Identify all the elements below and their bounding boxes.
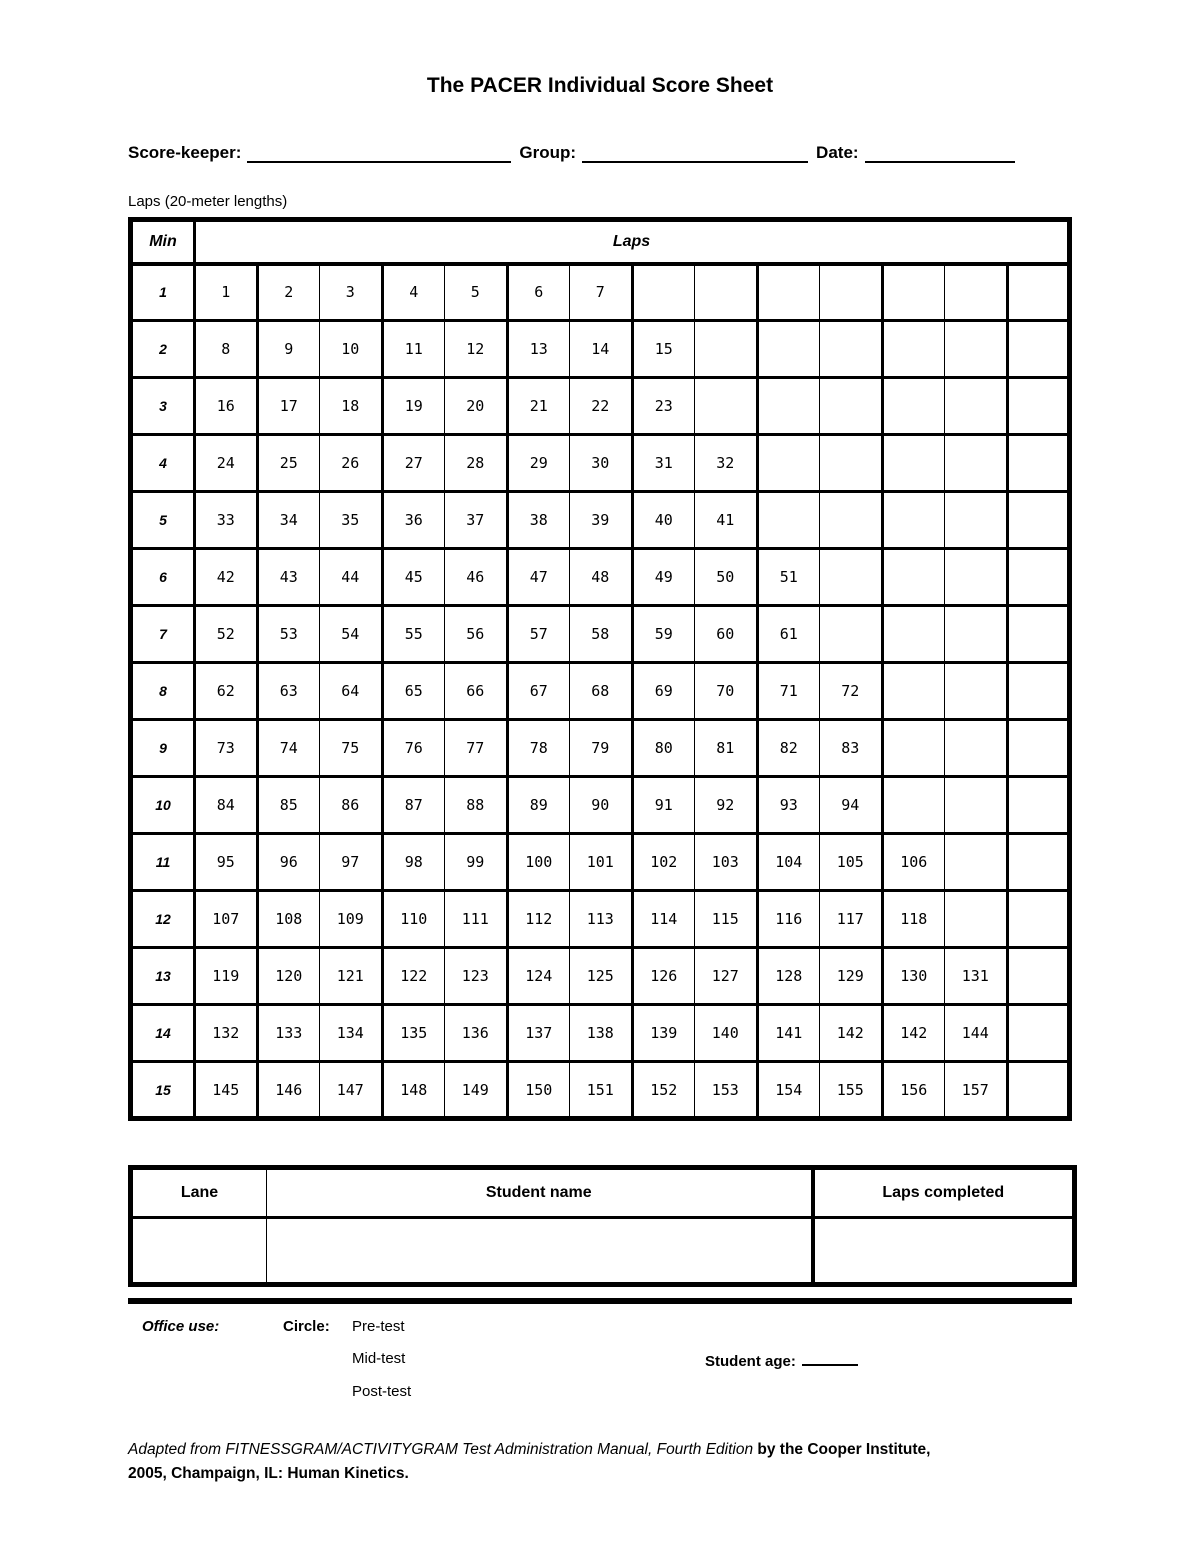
lap-cell[interactable]: 53 <box>257 606 320 663</box>
option-post-test[interactable]: Post-test <box>352 1383 412 1400</box>
empty-lap-cell <box>1007 777 1070 834</box>
score-table-row-min-2 <box>131 321 1070 378</box>
lap-cell[interactable]: 72 <box>820 663 883 720</box>
score-table-row-min-10 <box>131 777 1070 834</box>
student-age-label: Student age: <box>705 1353 796 1370</box>
min-cell: 10 <box>131 777 195 834</box>
empty-lap-cell <box>945 549 1008 606</box>
empty-lap-cell <box>695 378 758 435</box>
lap-cell[interactable]: 34 <box>257 492 320 549</box>
lap-cell[interactable]: 106 <box>882 834 945 891</box>
attribution-footer <box>128 1438 1072 1486</box>
lap-cell[interactable]: 54 <box>320 606 383 663</box>
student-name-header: Student name <box>267 1168 813 1218</box>
empty-lap-cell <box>820 492 883 549</box>
empty-lap-cell <box>945 492 1008 549</box>
lap-cell[interactable]: 31 <box>632 435 695 492</box>
lap-cell[interactable]: 5 <box>445 264 508 321</box>
min-cell: 6 <box>131 549 195 606</box>
min-cell: 2 <box>131 321 195 378</box>
lap-cell[interactable]: 14 <box>570 321 633 378</box>
lap-cell[interactable]: 29 <box>507 435 570 492</box>
lap-cell[interactable]: 122 <box>382 948 445 1005</box>
empty-lap-cell <box>945 264 1008 321</box>
group-blank[interactable] <box>582 142 808 163</box>
lap-cell[interactable]: 95 <box>195 834 258 891</box>
lap-cell[interactable]: 150 <box>507 1062 570 1119</box>
score-table-row-min-14 <box>131 1005 1070 1062</box>
min-cell: 7 <box>131 606 195 663</box>
lap-cell[interactable]: 57 <box>507 606 570 663</box>
lap-cell[interactable]: 9 <box>257 321 320 378</box>
lap-cell[interactable]: 153 <box>695 1062 758 1119</box>
lap-cell[interactable]: 83 <box>820 720 883 777</box>
empty-lap-cell <box>945 720 1008 777</box>
empty-lap-cell <box>882 321 945 378</box>
lap-cell[interactable]: 76 <box>382 720 445 777</box>
option-mid-test[interactable]: Mid-test <box>352 1350 406 1367</box>
lap-cell[interactable]: 39 <box>570 492 633 549</box>
score-table-row-min-15 <box>131 1062 1070 1119</box>
lap-cell[interactable]: 52 <box>195 606 258 663</box>
lap-cell[interactable]: 127 <box>695 948 758 1005</box>
empty-lap-cell <box>882 549 945 606</box>
score-table-header-row <box>131 220 1070 264</box>
empty-lap-cell <box>1007 663 1070 720</box>
score-table-row-min-9 <box>131 720 1070 777</box>
lap-cell[interactable]: 41 <box>695 492 758 549</box>
empty-lap-cell <box>945 378 1008 435</box>
lap-cell[interactable]: 135 <box>382 1005 445 1062</box>
lap-cell[interactable]: 157 <box>945 1062 1008 1119</box>
empty-lap-cell <box>945 834 1008 891</box>
lap-cell[interactable]: 149 <box>445 1062 508 1119</box>
min-cell: 9 <box>131 720 195 777</box>
min-cell: 13 <box>131 948 195 1005</box>
lap-cell[interactable]: 55 <box>382 606 445 663</box>
empty-lap-cell <box>1007 834 1070 891</box>
lap-cell[interactable]: 152 <box>632 1062 695 1119</box>
lap-cell[interactable]: 94 <box>820 777 883 834</box>
lap-cell[interactable]: 68 <box>570 663 633 720</box>
office-use-section <box>128 1318 1072 1414</box>
scorekeeper-label: Score-keeper: <box>128 143 242 162</box>
empty-lap-cell <box>820 321 883 378</box>
empty-lap-cell <box>757 435 820 492</box>
lap-cell[interactable]: 88 <box>445 777 508 834</box>
lap-cell[interactable]: 110 <box>382 891 445 948</box>
lap-cell[interactable]: 63 <box>257 663 320 720</box>
lap-cell[interactable]: 4 <box>382 264 445 321</box>
empty-lap-cell <box>945 777 1008 834</box>
min-cell: 11 <box>131 834 195 891</box>
score-table-row-min-13 <box>131 948 1070 1005</box>
empty-lap-cell <box>820 606 883 663</box>
page-title: The PACER Individual Score Sheet <box>426 74 774 97</box>
option-pre-test[interactable]: Pre-test <box>352 1318 405 1335</box>
score-table-row-min-8 <box>131 663 1070 720</box>
min-cell: 12 <box>131 891 195 948</box>
lap-cell[interactable]: 12 <box>445 321 508 378</box>
lap-cell[interactable]: 61 <box>757 606 820 663</box>
empty-lap-cell <box>1007 948 1070 1005</box>
lap-cell[interactable]: 17 <box>257 378 320 435</box>
lap-cell[interactable]: 56 <box>445 606 508 663</box>
score-table <box>128 217 1072 1121</box>
laps-header: Laps <box>195 220 1070 264</box>
lap-cell[interactable]: 25 <box>257 435 320 492</box>
lap-cell[interactable]: 139 <box>632 1005 695 1062</box>
lap-cell[interactable]: 69 <box>632 663 695 720</box>
lap-cell[interactable]: 146 <box>257 1062 320 1119</box>
lap-cell[interactable]: 50 <box>695 549 758 606</box>
office-use-label: Office use: <box>142 1318 220 1335</box>
lap-cell[interactable]: 75 <box>320 720 383 777</box>
student-table-row <box>131 1218 1075 1285</box>
lap-cell[interactable]: 91 <box>632 777 695 834</box>
lane-header: Lane <box>131 1168 267 1218</box>
lap-cell[interactable]: 115 <box>695 891 758 948</box>
lap-cell[interactable]: 16 <box>195 378 258 435</box>
lap-cell[interactable]: 125 <box>570 948 633 1005</box>
lap-cell[interactable]: 21 <box>507 378 570 435</box>
attribution-bold-text-2: 2005, Champaign, IL: Human Kinetics. <box>128 1465 409 1482</box>
lap-cell[interactable]: 67 <box>507 663 570 720</box>
lap-cell[interactable]: 43 <box>257 549 320 606</box>
lap-cell[interactable]: 119 <box>195 948 258 1005</box>
lap-cell[interactable]: 118 <box>882 891 945 948</box>
lap-cell[interactable]: 134 <box>320 1005 383 1062</box>
lap-cell[interactable]: 145 <box>195 1062 258 1119</box>
lap-cell[interactable]: 108 <box>257 891 320 948</box>
lap-cell[interactable]: 114 <box>632 891 695 948</box>
empty-lap-cell <box>882 435 945 492</box>
lap-cell[interactable]: 109 <box>320 891 383 948</box>
lap-cell[interactable]: 24 <box>195 435 258 492</box>
empty-lap-cell <box>882 606 945 663</box>
student-table <box>128 1165 1077 1287</box>
lap-cell[interactable]: 59 <box>632 606 695 663</box>
lap-cell[interactable]: 81 <box>695 720 758 777</box>
empty-lap-cell <box>1007 1062 1070 1119</box>
empty-lap-cell <box>757 378 820 435</box>
empty-lap-cell <box>882 378 945 435</box>
lane-input-cell[interactable] <box>131 1218 267 1285</box>
attribution-bold-text-1: by the Cooper Institute, <box>753 1441 931 1458</box>
lap-cell[interactable]: 156 <box>882 1062 945 1119</box>
lap-cell[interactable]: 117 <box>820 891 883 948</box>
lap-cell[interactable]: 133 <box>257 1005 320 1062</box>
empty-lap-cell <box>1007 264 1070 321</box>
empty-lap-cell <box>1007 492 1070 549</box>
lap-cell[interactable]: 20 <box>445 378 508 435</box>
lap-cell[interactable]: 22 <box>570 378 633 435</box>
score-table-row-min-7 <box>131 606 1070 663</box>
lap-cell[interactable]: 7 <box>570 264 633 321</box>
lap-cell[interactable]: 97 <box>320 834 383 891</box>
min-header: Min <box>131 220 195 264</box>
lap-cell[interactable]: 105 <box>820 834 883 891</box>
lap-cell[interactable]: 107 <box>195 891 258 948</box>
lap-cell[interactable]: 32 <box>695 435 758 492</box>
min-cell: 8 <box>131 663 195 720</box>
lap-cell[interactable]: 35 <box>320 492 383 549</box>
lap-cell[interactable]: 100 <box>507 834 570 891</box>
laps-caption: Laps (20-meter lengths) <box>128 193 288 210</box>
empty-lap-cell <box>1007 435 1070 492</box>
empty-lap-cell <box>882 264 945 321</box>
empty-lap-cell <box>695 321 758 378</box>
group-label: Group: <box>519 143 577 162</box>
lap-cell[interactable]: 123 <box>445 948 508 1005</box>
student-name-input-cell[interactable] <box>267 1218 813 1285</box>
lap-cell[interactable]: 77 <box>445 720 508 777</box>
empty-lap-cell <box>882 720 945 777</box>
empty-lap-cell <box>1007 720 1070 777</box>
lap-cell[interactable]: 48 <box>570 549 633 606</box>
lap-cell[interactable]: 93 <box>757 777 820 834</box>
lap-cell[interactable]: 147 <box>320 1062 383 1119</box>
lap-cell[interactable]: 19 <box>382 378 445 435</box>
lap-cell[interactable]: 71 <box>757 663 820 720</box>
lap-cell[interactable]: 73 <box>195 720 258 777</box>
lap-cell[interactable]: 70 <box>695 663 758 720</box>
student-table-header-row <box>131 1168 1075 1218</box>
min-cell: 5 <box>131 492 195 549</box>
min-cell: 1 <box>131 264 195 321</box>
lap-cell[interactable]: 33 <box>195 492 258 549</box>
lap-cell[interactable]: 13 <box>507 321 570 378</box>
header-fields <box>128 142 1072 163</box>
lap-cell[interactable]: 155 <box>820 1062 883 1119</box>
lap-cell[interactable]: 37 <box>445 492 508 549</box>
lap-cell[interactable]: 27 <box>382 435 445 492</box>
min-cell: 14 <box>131 1005 195 1062</box>
lap-cell[interactable]: 60 <box>695 606 758 663</box>
lap-cell[interactable]: 90 <box>570 777 633 834</box>
empty-lap-cell <box>632 264 695 321</box>
lap-cell[interactable]: 64 <box>320 663 383 720</box>
lap-cell[interactable]: 137 <box>507 1005 570 1062</box>
empty-lap-cell <box>882 777 945 834</box>
lap-cell[interactable]: 130 <box>882 948 945 1005</box>
lap-cell[interactable]: 144 <box>945 1005 1008 1062</box>
lap-cell[interactable]: 141 <box>757 1005 820 1062</box>
lap-cell[interactable]: 131 <box>945 948 1008 1005</box>
empty-lap-cell <box>757 321 820 378</box>
lap-cell[interactable]: 47 <box>507 549 570 606</box>
lap-cell[interactable]: 10 <box>320 321 383 378</box>
empty-lap-cell <box>1007 321 1070 378</box>
lap-cell[interactable]: 112 <box>507 891 570 948</box>
lap-cell[interactable]: 80 <box>632 720 695 777</box>
min-cell: 15 <box>131 1062 195 1119</box>
lap-cell[interactable]: 2 <box>257 264 320 321</box>
min-cell: 4 <box>131 435 195 492</box>
empty-lap-cell <box>695 264 758 321</box>
lap-cell[interactable]: 142 <box>820 1005 883 1062</box>
lap-cell[interactable]: 62 <box>195 663 258 720</box>
empty-lap-cell <box>820 435 883 492</box>
lap-cell[interactable]: 38 <box>507 492 570 549</box>
empty-lap-cell <box>1007 891 1070 948</box>
lap-cell[interactable]: 40 <box>632 492 695 549</box>
lap-cell[interactable]: 42 <box>195 549 258 606</box>
lap-cell[interactable]: 78 <box>507 720 570 777</box>
lap-cell[interactable]: 86 <box>320 777 383 834</box>
lap-cell[interactable]: 46 <box>445 549 508 606</box>
lap-cell[interactable]: 18 <box>320 378 383 435</box>
laps-completed-input-cell[interactable] <box>813 1218 1075 1285</box>
empty-lap-cell <box>945 435 1008 492</box>
lap-cell[interactable]: 8 <box>195 321 258 378</box>
lap-cell[interactable]: 126 <box>632 948 695 1005</box>
empty-lap-cell <box>945 891 1008 948</box>
score-table-row-min-6 <box>131 549 1070 606</box>
lap-cell[interactable]: 26 <box>320 435 383 492</box>
lap-cell[interactable]: 113 <box>570 891 633 948</box>
lap-cell[interactable]: 103 <box>695 834 758 891</box>
min-cell: 3 <box>131 378 195 435</box>
lap-cell[interactable]: 129 <box>820 948 883 1005</box>
score-table-row-min-4 <box>131 435 1070 492</box>
lap-cell[interactable]: 111 <box>445 891 508 948</box>
lap-cell[interactable]: 101 <box>570 834 633 891</box>
scorekeeper-blank[interactable] <box>247 142 511 163</box>
lap-cell[interactable]: 3 <box>320 264 383 321</box>
lap-cell[interactable]: 142 <box>882 1005 945 1062</box>
lap-cell[interactable]: 58 <box>570 606 633 663</box>
attribution-italic-text: Adapted from FITNESSGRAM/ACTIVITYGRAM Test Administration Manual, Fourth Edition <box>128 1441 754 1458</box>
lap-cell[interactable]: 102 <box>632 834 695 891</box>
lap-cell[interactable]: 15 <box>632 321 695 378</box>
date-blank[interactable] <box>865 142 1015 163</box>
lap-cell[interactable]: 104 <box>757 834 820 891</box>
lap-cell[interactable]: 116 <box>757 891 820 948</box>
lap-cell[interactable]: 6 <box>507 264 570 321</box>
lap-cell[interactable]: 66 <box>445 663 508 720</box>
empty-lap-cell <box>1007 1005 1070 1062</box>
lap-cell[interactable]: 23 <box>632 378 695 435</box>
section-divider-rule <box>128 1298 1072 1304</box>
lap-cell[interactable]: 11 <box>382 321 445 378</box>
lap-cell[interactable]: 49 <box>632 549 695 606</box>
score-table-row-min-12 <box>131 891 1070 948</box>
lap-cell[interactable]: 128 <box>757 948 820 1005</box>
lap-cell[interactable]: 120 <box>257 948 320 1005</box>
lap-cell[interactable]: 140 <box>695 1005 758 1062</box>
lap-cell[interactable]: 1 <box>195 264 258 321</box>
lap-cell[interactable]: 51 <box>757 549 820 606</box>
lap-cell[interactable]: 79 <box>570 720 633 777</box>
lap-cell[interactable]: 85 <box>257 777 320 834</box>
empty-lap-cell <box>945 663 1008 720</box>
score-table-row-min-11 <box>131 834 1070 891</box>
empty-lap-cell <box>820 264 883 321</box>
circle-label: Circle: <box>283 1318 330 1335</box>
empty-lap-cell <box>820 378 883 435</box>
score-table-row-min-1 <box>131 264 1070 321</box>
lap-cell[interactable]: 44 <box>320 549 383 606</box>
score-table-row-min-3 <box>131 378 1070 435</box>
empty-lap-cell <box>1007 549 1070 606</box>
lap-cell[interactable]: 45 <box>382 549 445 606</box>
empty-lap-cell <box>1007 378 1070 435</box>
lap-cell[interactable]: 28 <box>445 435 508 492</box>
lap-cell[interactable]: 96 <box>257 834 320 891</box>
lap-cell[interactable]: 136 <box>445 1005 508 1062</box>
lap-cell[interactable]: 98 <box>382 834 445 891</box>
lap-cell[interactable]: 132 <box>195 1005 258 1062</box>
lap-cell[interactable]: 99 <box>445 834 508 891</box>
empty-lap-cell <box>1007 606 1070 663</box>
empty-lap-cell <box>820 549 883 606</box>
student-age-field <box>705 1350 858 1370</box>
lap-cell[interactable]: 124 <box>507 948 570 1005</box>
lap-cell[interactable]: 36 <box>382 492 445 549</box>
empty-lap-cell <box>945 606 1008 663</box>
empty-lap-cell <box>882 492 945 549</box>
score-table-row-min-5 <box>131 492 1070 549</box>
student-age-blank[interactable] <box>802 1350 858 1366</box>
lap-cell[interactable]: 121 <box>320 948 383 1005</box>
lap-cell[interactable]: 82 <box>757 720 820 777</box>
empty-lap-cell <box>945 321 1008 378</box>
lap-cell[interactable]: 87 <box>382 777 445 834</box>
lap-cell[interactable]: 154 <box>757 1062 820 1119</box>
empty-lap-cell <box>757 264 820 321</box>
laps-completed-header: Laps completed <box>813 1168 1075 1218</box>
lap-cell[interactable]: 89 <box>507 777 570 834</box>
lap-cell[interactable]: 148 <box>382 1062 445 1119</box>
date-label: Date: <box>816 143 859 162</box>
empty-lap-cell <box>757 492 820 549</box>
lap-cell[interactable]: 74 <box>257 720 320 777</box>
lap-cell[interactable]: 151 <box>570 1062 633 1119</box>
lap-cell[interactable]: 65 <box>382 663 445 720</box>
empty-lap-cell <box>882 663 945 720</box>
lap-cell[interactable]: 30 <box>570 435 633 492</box>
lap-cell[interactable]: 84 <box>195 777 258 834</box>
lap-cell[interactable]: 92 <box>695 777 758 834</box>
lap-cell[interactable]: 138 <box>570 1005 633 1062</box>
